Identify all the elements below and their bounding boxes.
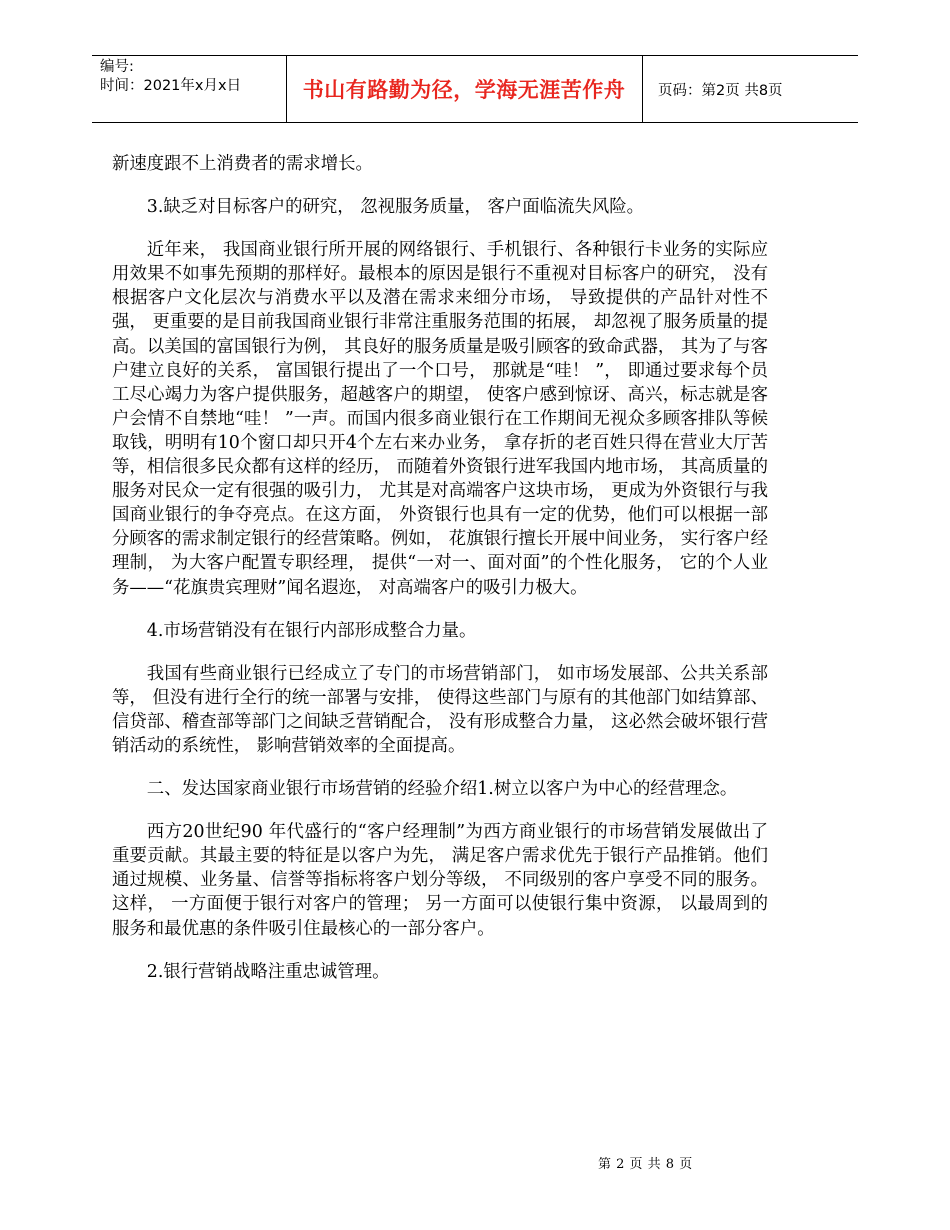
section-heading: 3.缺乏对目标客户的研究， 忽视服务质量， 客户面临流失风险。 xyxy=(146,197,644,218)
page-footer: 第 2 页 共 8 页 xyxy=(598,1157,693,1172)
body-paragraph: 我国有些商业银行已经成立了专门的市场营销部门， 如市场发展部、公共关系部等， 但没有进行全行的统一部署与安排， 使得这些部门与原有的其他部门如结算部、信贷部、稽查部等部门之间缺乏营销配合， 没有形成整合力量， 这必然会破坏银行营销活动的系统性， 影响营销效率的全面提高。 xyxy=(112,663,768,756)
header-meta xyxy=(100,58,290,96)
body-paragraph: 西方20世纪90 年代盛行的“客户经理制”为西方商业银行的市场营销发展做出了重要贡献。其最主要的特征是以客户为先， 满足客户需求优先于银行产品推销。他们通过规模、业务量、信誉等指标将客户划分等级， 不同级别的客户享受不同的服务。这样， 一方面便于银行对客户的管理； 另一方面可以使银行集中资源， 以最周到的服务和最优惠的条件吸引住最核心的一部分客户。 xyxy=(112,822,768,939)
header-divider-right xyxy=(642,56,643,122)
body-paragraph: 近年来， 我国商业银行所开展的网络银行、手机银行、各种银行卡业务的实际应用效果不如事先预期的那样好。最根本的原因是银行不重视对目标客户的研究， 没有根据客户文化层次与消费水平以及潜在需求来细分市场， 导致提供的产品针对性不强， 更重要的是目前我国商业银行非常注重服务范围的拓展， 却忽视了服务质量的提高。以美国的富国银行为例， 其良好的服务质量是吸引顾客的致命武器， 其为了与客户建立良好的关系， 富国银行提出了一个口号， 那就是“哇！ ”， 即通过要求每个员工尽心竭力为客户提供服务，超越客户的期望， 使客户感到惊讶、高兴，标志就是客户会情不自禁地“哇！ ”一声。而国内很多商业银行在工作期间无视众多顾客排队等候取钱，明明有10个窗口却只开4个左右来办业务， 拿存折的老百姓只得在营业大厅苦等，相信很多民众都有这样的经历， 而随着外资银行进军我国内地市场， 其高质量的服务对民众一定有很强的吸引力， 尤其是对高端客户这块市场， 更成为外资银行与我国商业银行的争夺亮点。在这方面， 外资银行也具有一定的优势，他们可以根据一部分顾客的需求制定银行的经营策略。例如， 花旗银行擅长开展中间业务， 实行客户经理制， 为大客户配置专职经理， 提供“一对一、面对面”的个性化服务， 它的个人业务——“花旗贵宾理财”闻名遐迩， 对高端客户的吸引力极大。 xyxy=(112,240,768,598)
section-heading: 二、发达国家商业银行市场营销的经验介绍1.树立以客户为中心的经营理念。 xyxy=(146,779,738,800)
header-motto: 书山有路勤为径，学海无涯苦作舟 xyxy=(302,78,626,102)
document-body xyxy=(112,152,768,1003)
body-paragraph: 新速度跟不上消费者的需求增长。 xyxy=(112,154,373,174)
document-time: 时间：2021年x月x日 xyxy=(100,78,242,94)
section-heading: 4.市场营销没有在银行内部形成整合力量。 xyxy=(146,620,477,641)
page-header xyxy=(92,55,858,123)
document-number-label: 编号: xyxy=(100,59,134,75)
section-heading: 2.银行营销战略注重忠诚管理。 xyxy=(146,961,390,982)
header-page-info: 页码：第2页 共8页 xyxy=(658,82,783,99)
